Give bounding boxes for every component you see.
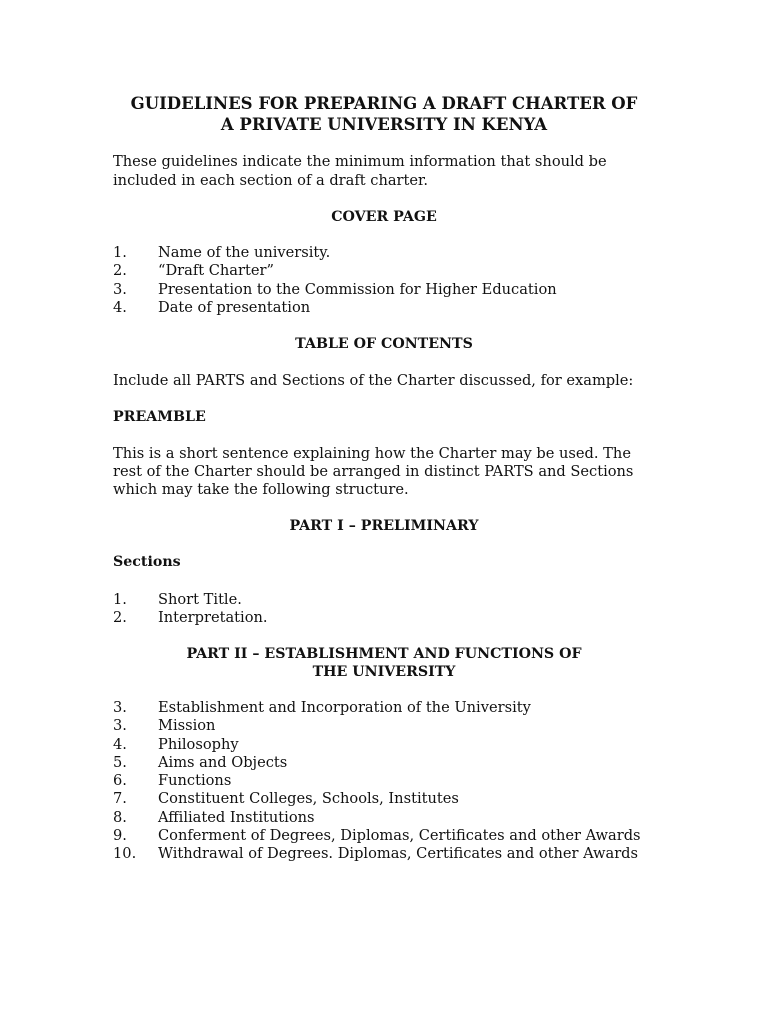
part-2-heading-line-2: THE UNIVERSITY [312, 664, 456, 680]
preamble-line-1: This is a short sentence explaining how the Charter may be used. The [113, 445, 631, 462]
list-item-text: Aims and Objects [158, 753, 288, 771]
list-item-text: Date of presentation [158, 298, 311, 316]
preamble-heading: PREAMBLE [113, 409, 206, 425]
list-item [113, 699, 641, 717]
list-item-text: Short Title. [158, 591, 242, 608]
cover-page-list [113, 244, 557, 317]
document-title-line-1: GUIDELINES FOR PREPARING A DRAFT CHARTER OF [130, 94, 638, 113]
list-item-number: 1. [113, 591, 127, 608]
list-item-number: 4. [113, 298, 127, 316]
list-item-number: 3. [113, 280, 127, 298]
list-item-number: 4. [113, 735, 127, 753]
list-item-number: 3. [113, 699, 127, 716]
preamble-line-3: which may take the following structure. [113, 481, 409, 498]
list-item [113, 717, 641, 735]
list-item-number: 2. [113, 262, 127, 280]
list-item-text: Presentation to the Commission for Higher Education [158, 280, 557, 298]
list-item [113, 845, 641, 863]
list-item [113, 591, 268, 609]
part-2-list [113, 699, 641, 864]
list-item [113, 754, 641, 772]
list-item [113, 299, 557, 317]
list-item-number: 7. [113, 790, 127, 808]
list-item [113, 281, 557, 299]
list-item-text: Functions [158, 772, 232, 790]
part-1-list [113, 591, 268, 628]
list-item-text: Interpretation. [158, 609, 268, 627]
list-item-text: Constituent Colleges, Schools, Institutes [158, 790, 459, 808]
toc-text: Include all PARTS and Sections of the Charter discussed, for example: [113, 372, 634, 389]
list-item [113, 736, 641, 754]
list-item-text: Name of the university. [158, 244, 331, 261]
list-item [113, 244, 557, 262]
list-item [113, 827, 641, 845]
list-item-number: 10. [113, 845, 137, 863]
list-item-text: Establishment and Incorporation of the University [158, 699, 531, 716]
list-item-text: Withdrawal of Degrees. Diplomas, Certificates and other Awards [158, 845, 638, 863]
list-item-text: Mission [158, 717, 216, 735]
list-item [113, 609, 268, 627]
list-item-number: 6. [113, 772, 127, 790]
list-item-text: Conferment of Degrees, Diplomas, Certificates and other Awards [158, 827, 641, 845]
part-2-heading-line-1: PART II – ESTABLISHMENT AND FUNCTIONS OF [186, 646, 582, 662]
preamble-line-2: rest of the Charter should be arranged in distinct PARTS and Sections [113, 463, 634, 480]
sections-label: Sections [113, 554, 181, 570]
list-item-text: Philosophy [158, 735, 239, 753]
list-item-number: 5. [113, 753, 127, 771]
list-item [113, 809, 641, 827]
cover-page-heading: COVER PAGE [331, 209, 437, 225]
list-item [113, 262, 557, 280]
list-item [113, 772, 641, 790]
list-item-number: 3. [113, 717, 127, 735]
part-1-heading: PART I – PRELIMINARY [289, 518, 479, 534]
document-title-line-2: A PRIVATE UNIVERSITY IN KENYA [220, 115, 548, 134]
list-item [113, 790, 641, 808]
intro-line-2: included in each section of a draft charter. [113, 172, 429, 189]
list-item-text: Affiliated Institutions [158, 808, 315, 826]
list-item-number: 2. [113, 609, 127, 627]
list-item-text: “Draft Charter” [158, 262, 274, 280]
list-item-number: 9. [113, 827, 127, 845]
toc-heading: TABLE OF CONTENTS [295, 336, 473, 352]
list-item-number: 1. [113, 244, 127, 261]
intro-line-1: These guidelines indicate the minimum information that should be [113, 153, 607, 170]
list-item-number: 8. [113, 808, 127, 826]
